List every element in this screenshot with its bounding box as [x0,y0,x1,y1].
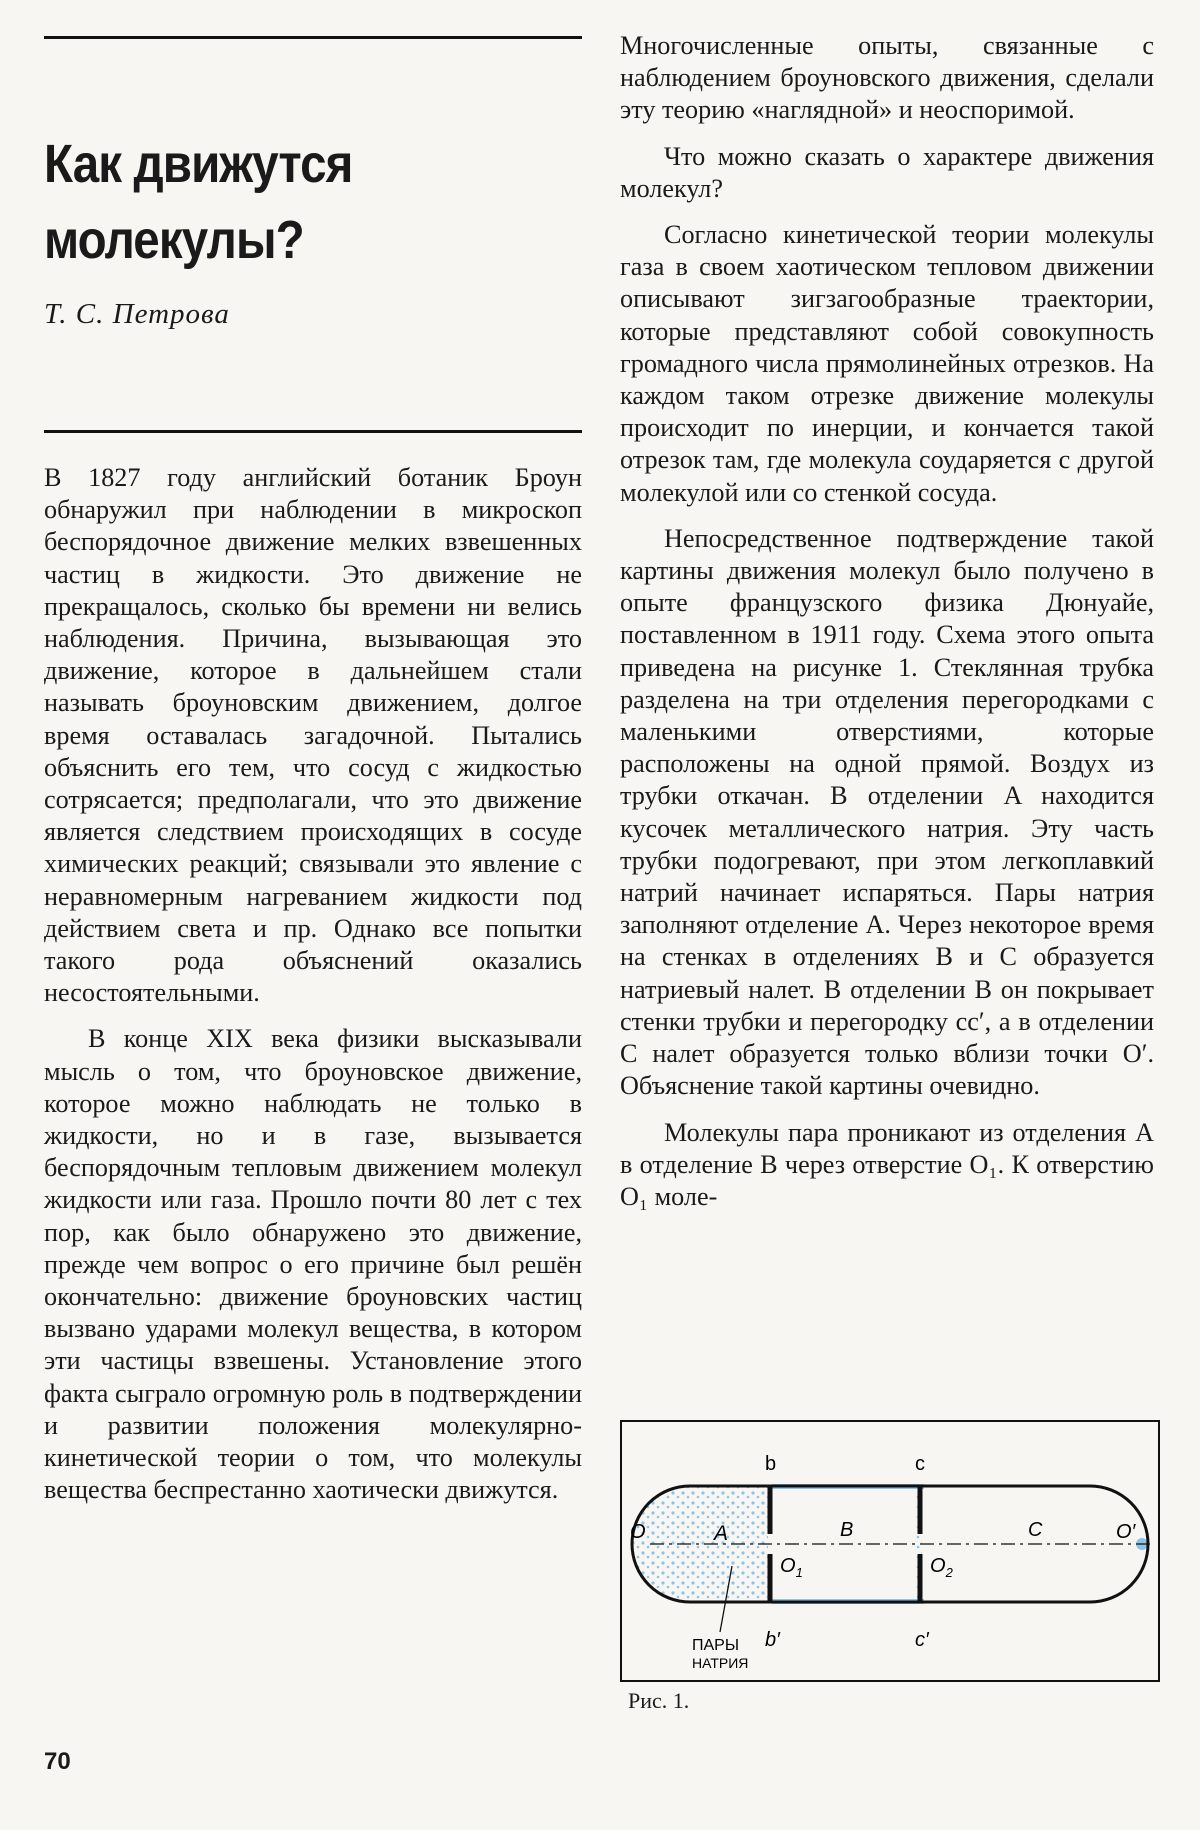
article-title: Как движутся молекулы? [44,134,353,270]
label-c-section: C [1028,1519,1043,1541]
label-c-prime: c′ [915,1629,929,1651]
article-author: Т. С. Петрова [44,298,230,330]
left-column [44,462,582,1521]
top-rule [44,36,582,39]
tube-diagram [620,1420,1160,1710]
label-o: O [630,1521,646,1543]
label-vapor-line2: НАТРИЯ [692,1655,749,1671]
label-o1: $O_1$ [780,1555,803,1580]
paragraph: Многочисленные опыты, связанные с наблюдением броуновского движения, сделали эту теорию «наглядной» и неоспоримой. [620,31,1154,125]
label-b-section: B [840,1519,854,1541]
section-rule [44,430,582,433]
figure-dunoyer-experiment [620,1420,1160,1710]
paragraph: В конце XIX века физики высказывали мысль о том, что броуновское движение, которое можно наблюдать не только в жидкости, но и в газе, вызывается беспорядочным тепловым движением молекул жидкости или газа. Прошло почти 80 лет с тех пор, как было обнаружено это движение, прежде чем вопрос о его причине был решён окончательно: движение броуновских частиц вызвано ударами молекул вещества, в котором эти частицы взвешены. Установление этого факта сыграло огромную роль в подтверждении и развитии положения молекулярно-кинетической теории о том, что молекулы вещества беспрестанно хаотически движутся. [44,1024,582,1505]
label-vapor-line1: ПАРЫ [692,1637,740,1654]
figure-caption: Рис. 1. [628,1688,690,1713]
right-column [620,30,1154,1227]
label-o2: $O_2$ [930,1555,953,1580]
label-a: A [714,1522,729,1545]
page-number: 70 [44,1748,71,1775]
label-c: c [915,1453,925,1475]
paragraph: Непосредственное подтверждение такой картины движения молекул было получено в опыте французского физика Дюнуайе, поставленном в 1911 году. Схема этого опыта приведена на рисунке 1. Стеклянная трубка разделена на три отделения перегородками с маленькими отверстиями, которые расположены на одной прямой. Воздух из трубки откачан. В отделении A находится кусочек металлического натрия. Эту часть трубки подогревают, при этом легкоплавкий натрий начинает испаряться. Пары натрия заполняют отделение A. Через некоторое время на стенках в отделениях B и C образуется натриевый налет. В отделении B он покрывает стенки трубки и перегородку cc′, а в отделении C налет образуется только вблизи точки O′. Объяснение такой картины очевидно. [620,523,1154,1101]
label-b: b [765,1453,777,1475]
label-o-prime: O′ [1116,1521,1136,1543]
label-b-prime: b′ [765,1629,780,1651]
paragraph: В 1827 году английский ботаник Броун обнаружил при наблюдении в микроскоп беспорядочное движение мелких взвешенных частиц в жидкости. Это движение не прекращалось, сколько бы времени ни велись наблюдения. Причина, вызывающая это движение, которое в дальнейшем стали называть броуновским движением, долгое время оставалась загадочной. Пытались объяснить его тем, что сосуд с жидкостью сотрясается; предполагали, что это движение является следствием происходящих в сосуде химических реакций; связывали это явление с неравномерным нагреванием жидкости под действием света и пр. Однако все попытки такого рода объяснений оказались несостоятельными. [44,463,582,1008]
paragraph: Согласно кинетической теории молекулы газа в своем хаотическом тепловом движении описывают зигзагообразные траектории, которые представляют собой совокупность громадного числа прямолинейных отрезков. На каждом таком отрезке движение молекулы происходит по инерции, и кончается такой отрезок там, где молекула соударяется с другой молекулой или со стенкой сосуда. [620,220,1154,507]
paragraph: Молекулы пара проникают из отделения A в отделение B через отверстие O₁. К отверстию O₁ моле- [620,1117,1154,1211]
paragraph: Что можно сказать о характере движения молекул? [620,141,1154,203]
